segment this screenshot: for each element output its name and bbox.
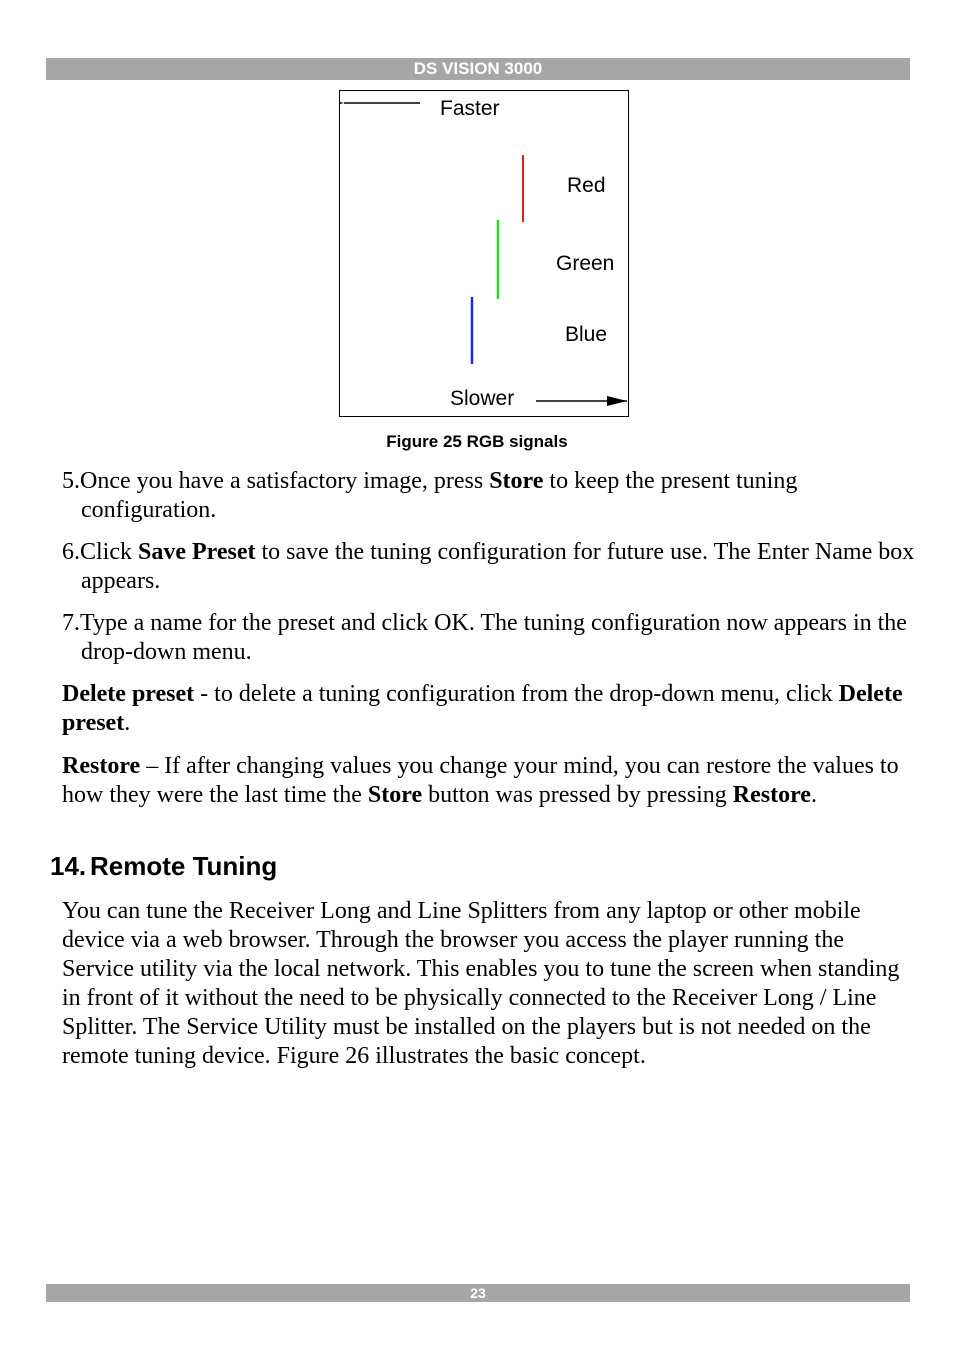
step-6 (62, 538, 931, 596)
step-7 (62, 609, 931, 667)
step-number: 5. (62, 468, 80, 494)
section-body: You can tune the Receiver Long and Line Splitters from any laptop or other mobile device via a web browser. Through the browser you access the player running the Service utility via the local network. This enables you to tune the screen when standing in front of it without the need to be physically connected to the Receiver Long / Line Splitter. The Service Utility must be installed on the players but is not needed on the remote tuning device. Figure 26 illustrates the basic concept. (62, 898, 900, 1069)
period: . (124, 710, 131, 736)
step-number: 6. (62, 539, 80, 565)
delete-preset-term: Delete preset (62, 681, 195, 707)
section-number: 14. (50, 851, 87, 881)
step-5 (62, 467, 931, 525)
store-term: Store (367, 782, 423, 808)
step-text: to save the tuning configuration for future use. The Enter Name box appears. (81, 539, 915, 594)
restore-term: Restore (62, 753, 141, 779)
step-number: 7. (62, 610, 80, 636)
header-bar (46, 58, 910, 80)
blue-label: Blue (565, 323, 608, 346)
red-label: Red (567, 174, 606, 197)
step-text: Click (80, 539, 138, 565)
slower-label: Slower (450, 387, 515, 410)
restore-paragraph (62, 752, 912, 810)
period: . (810, 782, 817, 808)
paragraph-text: button was pressed by pressing (422, 782, 733, 808)
section-heading (50, 850, 277, 882)
rgb-signals-figure (339, 90, 629, 417)
step-text: Once you have a satisfactory image, press (80, 468, 490, 494)
restore-term: Restore (732, 782, 811, 808)
delete-preset-paragraph (62, 680, 912, 738)
footer-bar (46, 1284, 910, 1302)
step-text: to keep the present tuning configuration. (81, 468, 798, 523)
figure-caption: Figure 25 RGB signals (386, 432, 568, 451)
store-term: Store (489, 468, 544, 494)
save-preset-term: Save Preset (138, 539, 256, 565)
document-title: DS VISION 3000 (413, 59, 543, 78)
page-number: 23 (470, 1285, 486, 1301)
faster-label: Faster (440, 97, 500, 120)
section-title: Remote Tuning (90, 851, 278, 881)
paragraph-text: – If after changing values you change your mind, you can restore the values to how they were the last time the (62, 753, 899, 808)
paragraph-text: - to delete a tuning configuration from the drop-down menu, click (194, 681, 839, 707)
step-text: Type a name for the preset and click OK. The tuning configuration now appears in the drop-down menu. (80, 610, 907, 665)
delete-preset-term: Delete preset (62, 681, 903, 736)
green-label: Green (556, 252, 615, 275)
